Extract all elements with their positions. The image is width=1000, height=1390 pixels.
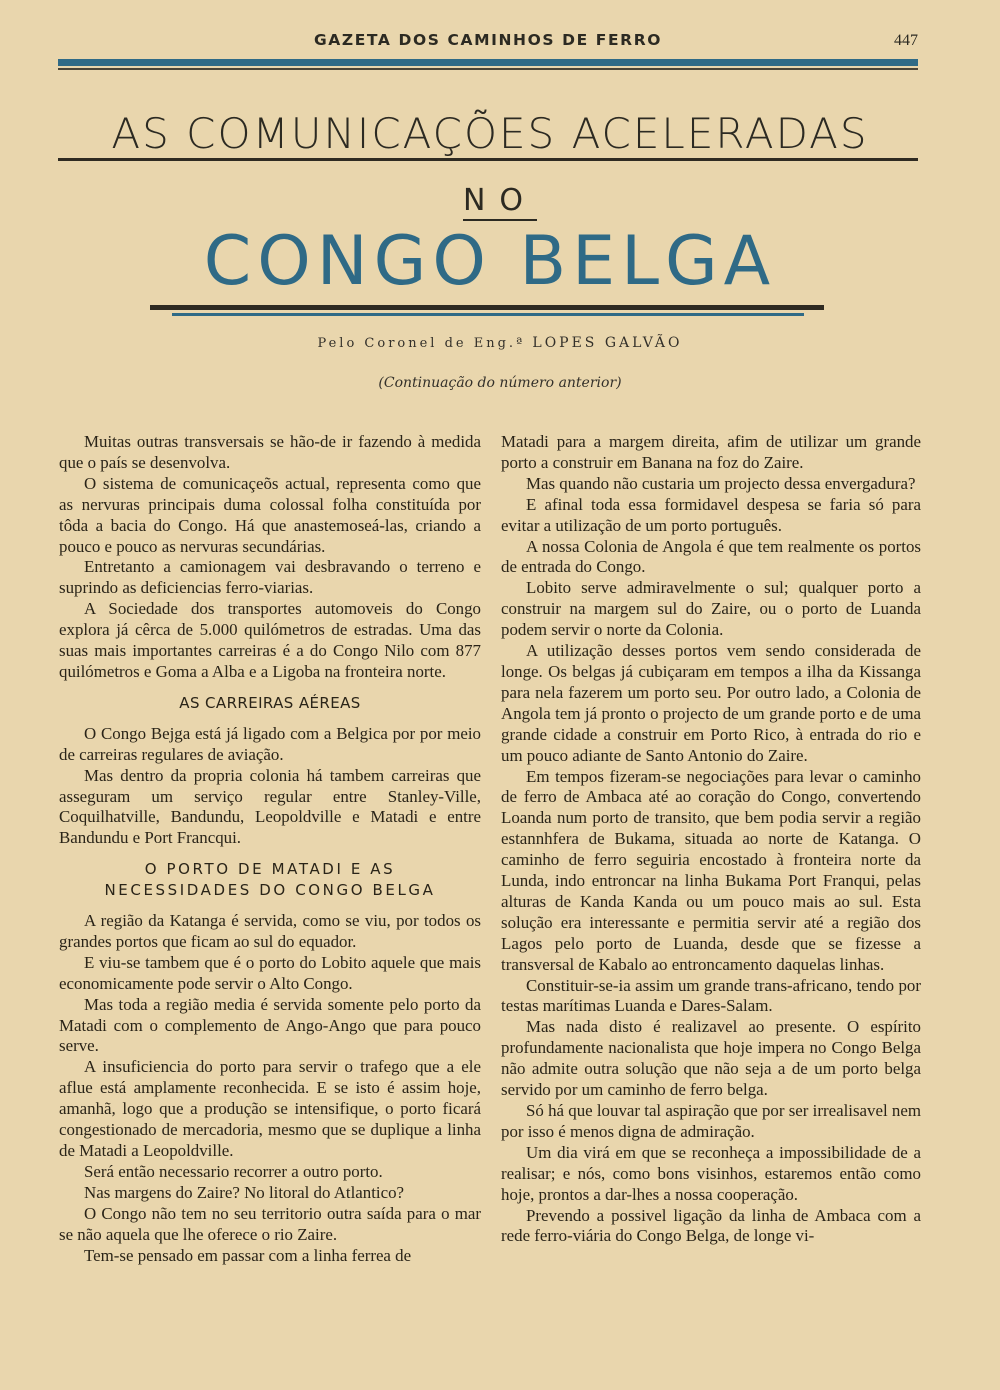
article-title-line2 [0,183,1000,218]
paragraph: A utilização desses portos vem sendo considerada de longe. Os belgas já cubiçaram em tempos a ilha da Kissanga para nela fazerem um porto seu. Por outro lado, a Colonia de Angola tem já pronto o projecto de um grande porto e de uma grande cidade a construir em Porto Rico, à entrada do rio e um pouco adiante de Santo Antonio do Zaire. [501,641,921,765]
section-heading-line: NECESSIDADES DO CONGO BELGA [104,881,436,900]
journal-title: GAZETA DOS CAMINHOS DE FERRO [313,31,663,49]
paragraph: Um dia virá em que se reconheça a impossibilidade de a realisar; e nós, como bons visinhos, estaremos então como hoje, prontos a dar-lhes a nossa cooperação. [501,1142,921,1204]
section-heading-air-routes: AS CARREIRAS AÉREAS [179,693,361,712]
paragraph: Só há que louvar tal aspiração que por ser irrealisavel nem por isso é menos digna de admiração. [501,1101,921,1141]
continuation-note: (Continuação do número anterior) [378,375,622,391]
byline [0,335,1000,351]
paragraph: O Congo não tem no seu territorio outra saída para o mar se não aquela que lhe oferece o rio Zaire. [59,1203,481,1244]
paragraph: Mas quando não custaria um projecto dessa envergadura? [526,473,916,493]
paragraph: O sistema de comunicaçeõs actual, representa como que as nervuras principais duma colossal folha constituída por tôda a bacia do Congo. Há que anastemoseá-las, criando a pouco e pouco as nervuras secundárias. [59,473,481,556]
title-underline-blue [172,313,804,316]
paragraph: Prevendo a possivel ligação da linha de Ambaca com a rede ferro-viária do Congo Belga, de longe vi- [501,1205,921,1246]
title-no-text: NO [463,183,537,221]
paragraph: Entretanto a camionagem vai desbravando o terreno e suprindo as deficiencias ferro-viarias. [59,557,481,598]
paragraph: E afinal toda essa formidavel despesa se faria só para evitar a utilização de um porto português. [501,494,921,535]
author-name: LOPES GALVÃO [532,335,683,351]
paragraph: A insuficiencia do porto para servir o trafego que a ele aflue está amplamente reconhecida. E se isto é assim hoje, amanhã, logo que a produção se intensifique, o porto ficará congestionado de mercadoria, mesmo que se duplique a linha de Matadi a Leopoldville. [59,1057,481,1160]
paragraph: Muitas outras transversais se hão-de ir fazendo à medida que o país se desenvolva. [59,432,481,472]
paragraph: A Sociedade dos transportes automoveis do Congo explora já cêrca de 5.000 quilómetros de estradas. Uma das suas mais importantes carreiras é a do Congo Nilo com 877 quilómetros e Goma a Alba e a Ligoba na fronteira norte. [59,599,481,681]
title-divider [58,158,918,161]
paragraph: Matadi para a margem direita, afim de utilizar um grande porto a construir em Banana na foz do Zaire. [501,432,921,472]
header-rule-thin [58,68,918,70]
paragraph: Será então necessario recorrer a outro porto. [84,1161,383,1181]
paragraph: Lobito serve admiravelmente o sul; qualquer porto a construir na margem sul do Zaire, ou o porto de Luanda podem servir o norte da Colonia. [501,578,921,640]
header-rule-thick [58,59,918,66]
paragraph: Tem-se pensado em passar com a linha ferrea de [84,1245,412,1265]
byline-prefix: Pelo Coronel de Eng.ª [317,336,526,351]
paragraph: A região da Katanga é servida, como se viu, por todos os grandes portos que ficam ao sul do equador. [59,911,481,951]
paragraph: O Congo Bejga está já ligado com a Belgica por por meio de carreiras regulares de aviação. [59,723,481,764]
paragraph: Em tempos fizeram-se negociações para levar o caminho de ferro de Ambaca até ao coração do Congo, convertendo Loanda num porto de transito, que bem podia servir a região estannhfera de Bukama, situada ao norte de Katanga. O caminho de ferro seguiria encostado à fronteira norte da Lunda, indo entroncar na linha Bukama Port Franqui, pelas alturas de Kanda Kanda ou um pouco mais ao sul. Esta solução era interessante e permitia servir até a região dos Lagos pelo porto de Luanda, desde que se fizesse a transversal de Kabalo ao entroncamento daquelas linhas. [501,766,921,974]
page-number: 447 [894,32,918,49]
paragraph: Mas nada disto é realizavel ao presente. O espírito profundamente nacionalista que hoje impera no Congo Belga não admite outra solução que não seja a de um porto belga servido por um caminho de ferro belga. [501,1017,921,1100]
article-title-line1: AS COMUNICAÇÕES ACELERADAS [111,109,869,158]
section-heading-line: O PORTO DE MATADI E AS [144,860,396,879]
paragraph: Mas toda a região media é servida somente pelo porto da Matadi com o complemento de Ango-Ango que para pouco serve. [59,994,481,1056]
right-column [501,432,921,1247]
paragraph: A nossa Colonia de Angola é que tem realmente os portos de entrada do Congo. [501,536,921,577]
title-underline-dark [150,305,824,310]
running-header [58,30,918,54]
section-heading-matadi [59,859,481,901]
article-title-line3: CONGO BELGA [203,222,777,301]
paragraph: Mas dentro da propria colonia há tambem carreiras que asseguram um serviço regular entre Stanley-Ville, Coquilhatville, Bandundu, Leopoldville e Matadi e entre Bandundu e Port Francqui. [59,765,481,848]
paragraph: E viu-se tambem que é o porto do Lobito aquele que mais economicamente pode servir o Alto Congo. [59,952,481,993]
paragraph: Constituir-se-ia assim um grande trans-africano, tendo por testas marítimas Luanda e Dares-Salam. [501,975,921,1016]
left-column [59,432,481,1266]
paragraph: Nas margens do Zaire? No litoral do Atlantico? [84,1182,405,1202]
